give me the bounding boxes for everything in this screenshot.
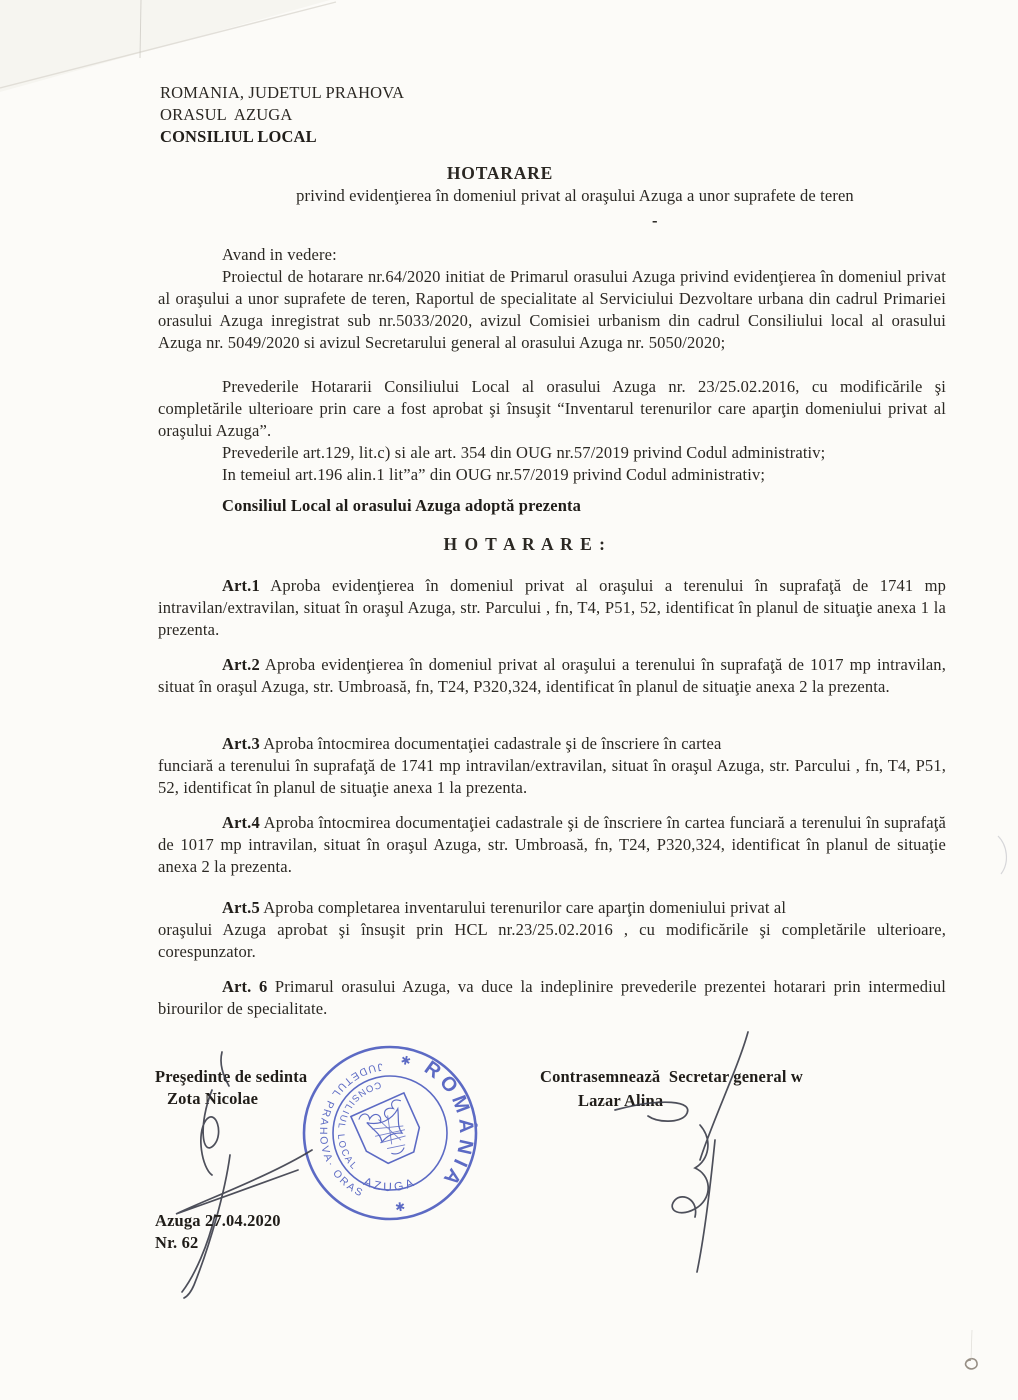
stamp-city-text: AZUGA (361, 1174, 419, 1195)
secretary-signature (600, 1010, 790, 1280)
article-4-label: Art.4 (222, 813, 260, 832)
article-5-line1: Aproba completarea inventarului terenurilor care aparţin domeniului privat al (263, 898, 787, 917)
article-1 (158, 575, 946, 641)
footer-number: Nr. 62 (155, 1233, 199, 1252)
article-1-text: Aproba evidenţierea în domeniul privat al oraşului a terenului în suprafaţă de 1741 mp intravilan/extravilan, situat în oraşul Azuga, str. Parcului , fn, T4, P51, 52, identificat în planul de situaţie anexa 1 la prezenta. (158, 576, 946, 639)
article-2-label: Art.2 (222, 655, 260, 674)
preamble-intro: Avand in vedere: (222, 245, 337, 264)
article-3 (158, 733, 946, 799)
article-1-label: Art.1 (222, 576, 260, 595)
president-signature (150, 1040, 350, 1310)
president-title: Preşedinte de sedinta (155, 1067, 308, 1086)
article-5-rest: oraşului Azuga aprobat şi însuşit prin HCL nr.23/25.02.2016 , cu modificările şi completările ulterioare, corespunzator. (158, 920, 946, 961)
article-5 (158, 897, 946, 963)
article-3-line1: Aproba întocmirea documentaţiei cadastrale şi de înscriere în cartea (263, 734, 722, 753)
preamble-paragraph-4: In temeiul art.196 alin.1 lit”a” din OUG nr.57/2019 privind Codul administrativ; (222, 465, 766, 484)
article-6-text: Primarul orasului Azuga, va duce la indeplinire prevederile prezentei hotarari prin intermediul birourilor de specialitate. (158, 977, 946, 1018)
adoption-line: Consiliul Local al orasului Azuga adoptă prezenta (222, 496, 582, 515)
document-title: HOTARARE (446, 163, 554, 183)
article-2-text: Aproba evidenţierea în domeniul privat al oraşului a terenului în suprafaţă de 1017 mp intravilan, situat în oraşul Azuga, str. Umbroasă, fn, T24, P320,324, identificat în planul de situaţie anexa 2 la prezenta. (158, 655, 946, 696)
article-3-label: Art.3 (222, 734, 260, 753)
svg-text:AZUGA (362, 1174, 419, 1194)
president-name: Zota Nicolae (167, 1089, 259, 1108)
secretary-title: Contrasemnează Secretar general w (540, 1067, 803, 1086)
preamble-paragraph-1: Proiectul de hotarare nr.64/2020 initiat de Primarul orasului Azuga privind evidenţierea în domeniul privat al oraşului a unor suprafete de teren, Raportul de specialitate al Serviciului Dezvoltare urbana din cadrul Primariei orasului Azuga inregistrat sub nr.5033/2020, avizul Comisiei urbanism din cadrul Consiliului local al orasului Azuga nr. 5049/2020 si avizul Secretarului general al orasului Azuga nr. 5050/2020; (158, 267, 946, 352)
secretary-name: Lazar Alina (578, 1091, 664, 1110)
svg-text:ROMÂNIA (420, 1057, 479, 1193)
preamble-paragraph-2: Prevederile Hotararii Consiliului Local al orasului Azuga nr. 23/25.02.2016, cu modificările şi completările ulterioare prin care a fost aprobat şi însuşit “Inventarul terenurilor care aparţin domeniului privat al oraşului Azuga”. (158, 377, 946, 440)
article-4-text: Aproba întocmirea documentaţiei cadastrale şi de înscriere în cartea funciară a terenului în suprafaţă de 1017 mp intravilan, situat în oraşul Azuga, str. Umbroasă, fn, T24, P320,324, identificat în planul de situaţie anexa 2 la prezenta. (158, 813, 946, 876)
decision-heading: H O T A R A R E : (443, 534, 607, 554)
stamp-country-text: ROMÂNIA (420, 1056, 478, 1194)
stamp-council-ring-text: CONSILIUL LOCAL (334, 1078, 383, 1173)
footer-place-date: Azuga 27.04.2020 (155, 1211, 281, 1230)
article-6-label: Art. 6 (222, 977, 268, 996)
article-4 (158, 812, 946, 878)
document-subtitle: privind evidenţierea în domeniul privat al oraşului Azuga a unor suprafete de teren (296, 186, 854, 205)
svg-text:✱ (399, 1053, 412, 1069)
article-5-label: Art.5 (222, 898, 260, 917)
document-header (160, 82, 404, 148)
stamp-county-ring-text: JUDETUL PRAHOVA· ORAS (316, 1060, 384, 1200)
subtitle-dash: - (652, 211, 658, 230)
stamp-star-top-icon: ✱ (399, 1052, 413, 1069)
stamp-coat-of-arms (351, 1093, 428, 1170)
header-country-county: ROMANIA, JUDETUL PRAHOVA (160, 83, 405, 102)
svg-text:✱ (394, 1199, 406, 1214)
article-6 (158, 976, 946, 1020)
header-city: ORASUL AZUGA (160, 105, 293, 124)
article-3-rest: funciară a terenului în suprafaţă de 1741 mp intravilan/extravilan, situat în oraşul Azuga, str. Parcului , fn, T4, P51, 52, identificat în planul de situaţie anexa 1 la prezenta. (158, 756, 946, 797)
article-2 (158, 654, 946, 698)
header-council: CONSILIUL LOCAL (160, 127, 317, 146)
stamp-star-bottom-icon: ✱ (394, 1198, 407, 1214)
preamble-paragraph-3: Prevederile art.129, lit.c) si ale art. 354 din OUG nr.57/2019 privind Codul administrativ; (222, 443, 826, 462)
